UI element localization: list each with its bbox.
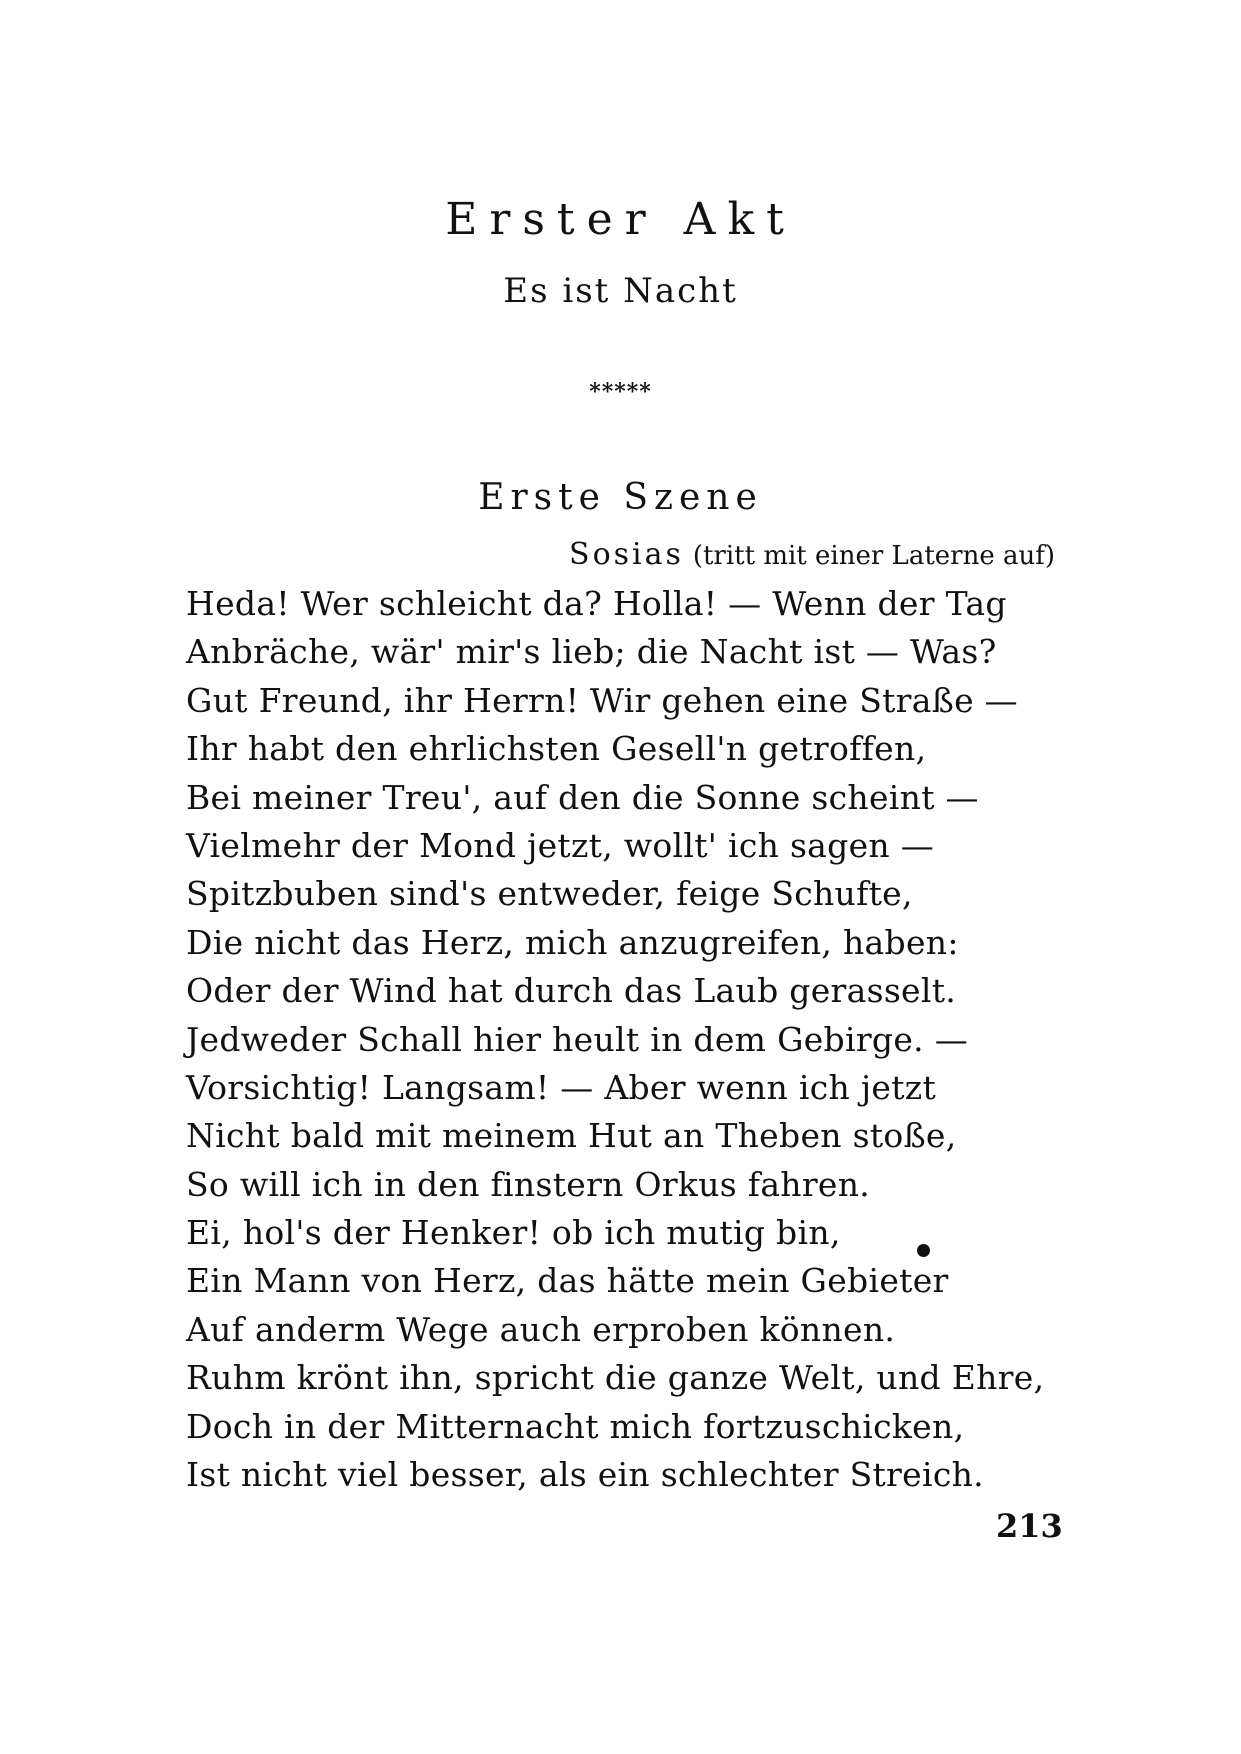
verse-line: Heda! Wer schleicht da? Holla! — Wenn der Tag: [186, 584, 1007, 623]
verse-line: Vorsichtig! Langsam! — Aber wenn ich jetzt: [186, 1067, 937, 1107]
verse-line: Ruhm krönt ihn, spricht die ganze Welt, und Ehre,: [186, 1358, 1045, 1398]
ink-spot: [917, 1244, 930, 1257]
verse-line: Auf anderm Wege auch erproben können.: [186, 1309, 896, 1349]
verse-line: Ein Mann von Herz, das hätte mein Gebieter: [186, 1261, 949, 1301]
verse-line: Jedweder Schall hier heult in dem Gebirge. —: [186, 1019, 969, 1059]
section-separator: *****: [589, 379, 652, 405]
speaker-name: Sosias: [569, 537, 684, 572]
verse-line: Ei, hol's der Henker! ob ich mutig bin,: [186, 1213, 841, 1253]
verse-line: Vielmehr der Mond jetzt, wollt' ich sagen —: [186, 825, 935, 865]
verse-line: Nicht bald mit meinem Hut an Theben stoße,: [186, 1116, 957, 1156]
scene-title: Erste Szene: [478, 477, 763, 518]
stage-direction: [569, 537, 1055, 572]
verse-line: Die nicht das Herz, mich anzugreifen, haben:: [186, 922, 959, 962]
act-title: Erster Akt: [445, 194, 796, 245]
verse-line: Oder der Wind hat durch das Laub gerasselt.: [186, 971, 957, 1011]
stage-direction-text: (tritt mit einer Laterne auf): [692, 541, 1055, 571]
verse-line: Ist nicht viel besser, als ein schlechter Streich.: [186, 1455, 984, 1495]
verse-line: Spitzbuben sind's entweder, feige Schufte,: [186, 874, 913, 914]
verse-line: Ihr habt den ehrlichsten Gesell'n getroffen,: [186, 729, 927, 769]
verse-block: [186, 580, 1046, 1499]
verse-line: Bei meiner Treu', auf den die Sonne scheint —: [186, 777, 979, 817]
verse-line: Anbräche, wär' mir's lieb; die Nacht ist — Was?: [186, 632, 997, 672]
verse-line: Doch in der Mitternacht mich fortzuschicken,: [186, 1406, 965, 1446]
act-subtitle: Es ist Nacht: [503, 271, 738, 311]
page-number: 213: [996, 1507, 1063, 1545]
verse-line: So will ich in den finstern Orkus fahren.: [186, 1164, 871, 1204]
verse-line: Gut Freund, ihr Herrn! Wir gehen eine Straße —: [186, 680, 1018, 720]
